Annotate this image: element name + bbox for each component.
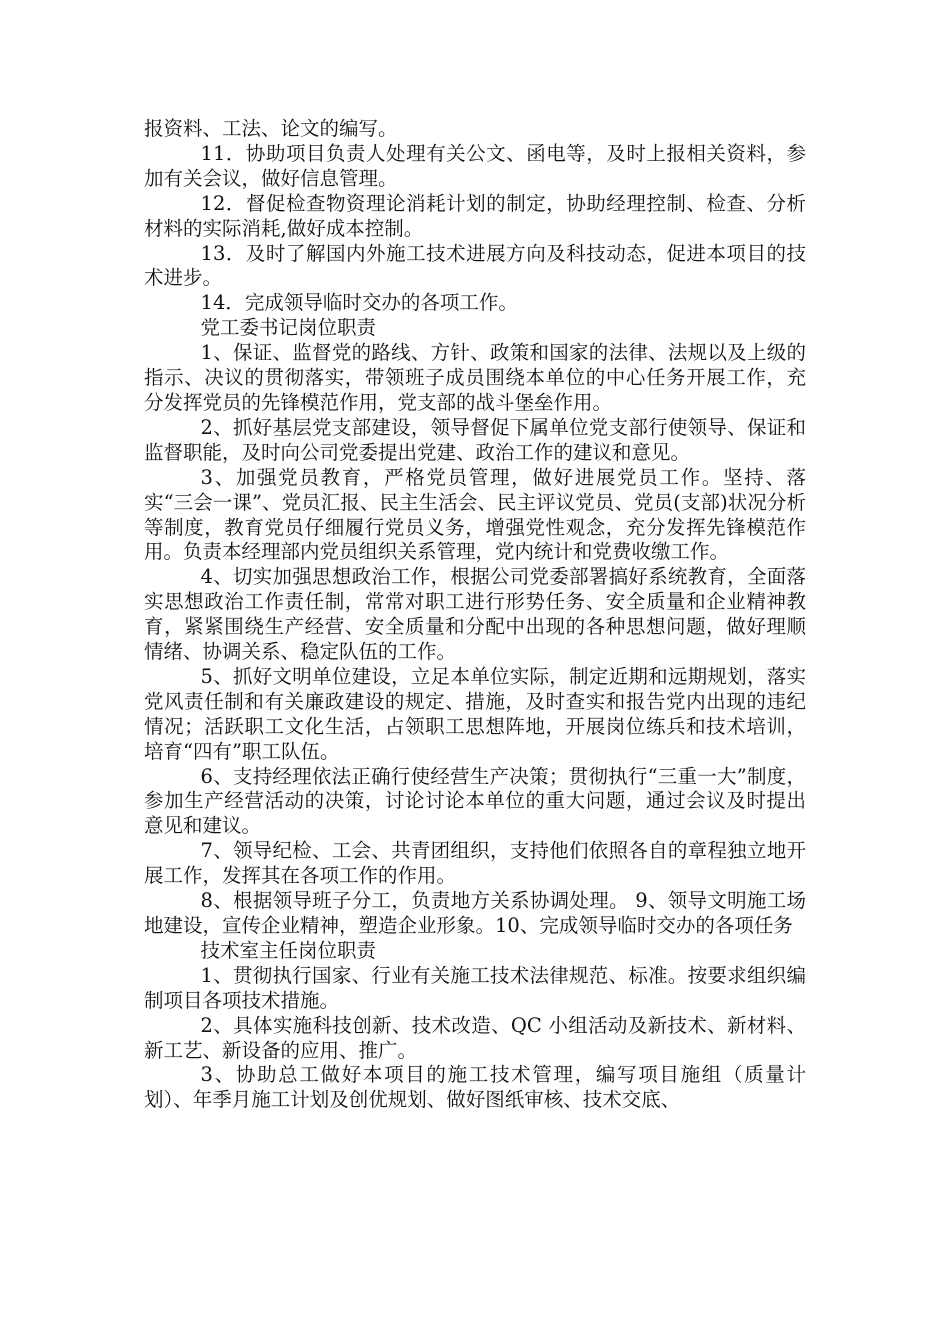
paragraph-item-14: 14．完成领导临时交办的各项工作。 <box>200 291 518 315</box>
paragraph-party-1: 1、保证、监督党的路线、方针、政策和国家的法律、法规以及上级的指示、决议的贯彻落实，带领班子成员围绕本单位的中心任务开展工作，充分发挥党员的先锋模范作用，党支部的战斗堡垒作用。 <box>144 341 806 414</box>
paragraph-party-7: 7、领导纪检、工会、共青团组织，支持他们依照各自的章程独立地开展工作，发挥其在各项工作的作用。 <box>144 839 806 888</box>
paragraph-party-2: 2、抓好基层党支部建设，领导督促下属单位党支部行使领导、保证和监督职能，及时向公司党委提出党建、政治工作的建议和意见。 <box>144 415 806 464</box>
paragraph-party-4: 4、切实加强思想政治工作，根据公司党委部署搞好系统教育，全面落实思想政治工作责任制，常常对职工进行形势任务、安全质量和企业精神教育，紧紧围绕生产经营、安全质量和分配中出现的各种思想问题，做好理顺情绪、协调关系、稳定队伍的工作。 <box>144 565 806 664</box>
paragraph-party-8-10: 8、根据领导班子分工，负责地方关系协调处理。 9、领导文明施工场地建设，宣传企业精神，塑造企业形象。10、完成领导临时交办的各项任务 <box>144 889 806 937</box>
paragraph-item-13: 13．及时了解国内外施工技术进展方向及科技动态，促进本项目的技术进步。 <box>144 241 806 290</box>
paragraph-item-12: 12．督促检查物资理论消耗计划的制定，协助经理控制、检查、分析材料的实际消耗,做好成本控制。 <box>144 191 806 240</box>
paragraph-item-11: 11．协助项目负责人处理有关公文、函电等，及时上报相关资料，参加有关会议，做好信息管理。 <box>144 141 806 190</box>
section-heading-party-secretary: 党工委书记岗位职责 <box>200 316 377 340</box>
paragraph-party-5: 5、抓好文明单位建设，立足本单位实际，制定近期和远期规划，落实党风责任制和有关廉政建设的规定、措施，及时查实和报告党内出现的违纪情况；活跃职工文化生活，占领职工思想阵地，开展岗位练兵和技术培训，培育“四有”职工队伍。 <box>144 664 806 763</box>
paragraph-continued: 报资料、工法、论文的编写。 <box>144 117 398 140</box>
paragraph-party-3: 3、加强党员教育，严格党员管理，做好进展党员工作。坚持、落实“三会一课”、党员汇报、民主生活会、民主评议党员、党员(支部)状况分析等制度，教育党员仔细履行党员义务，增强党性观念，充分发挥先锋模范作用。负责本经理部内党员组织关系管理，党内统计和党费收缴工作。 <box>144 465 806 564</box>
paragraph-tech-2: 2、具体实施科技创新、技术改造、QC 小组活动及新技术、新材料、新工艺、新设备的应用、推广。 <box>144 1013 806 1062</box>
paragraph-tech-3: 3、协助总工做好本项目的施工技术管理，编写项目施组（质量计划）、年季月施工计划及创优规划、做好图纸审核、技术交底、 <box>144 1063 806 1112</box>
paragraph-party-6: 6、支持经理依法正确行使经营生产决策；贯彻执行“三重一大”制度，参加生产经营活动的决策，讨论讨论本单位的重大问题，通过会议及时提出意见和建议。 <box>144 764 806 838</box>
section-heading-tech-director: 技术室主任岗位职责 <box>200 938 377 962</box>
document-body <box>144 117 806 1113</box>
paragraph-tech-1: 1、贯彻执行国家、行业有关施工技术法律规范、标准。按要求组织编制项目各项技术措施。 <box>144 963 806 1012</box>
